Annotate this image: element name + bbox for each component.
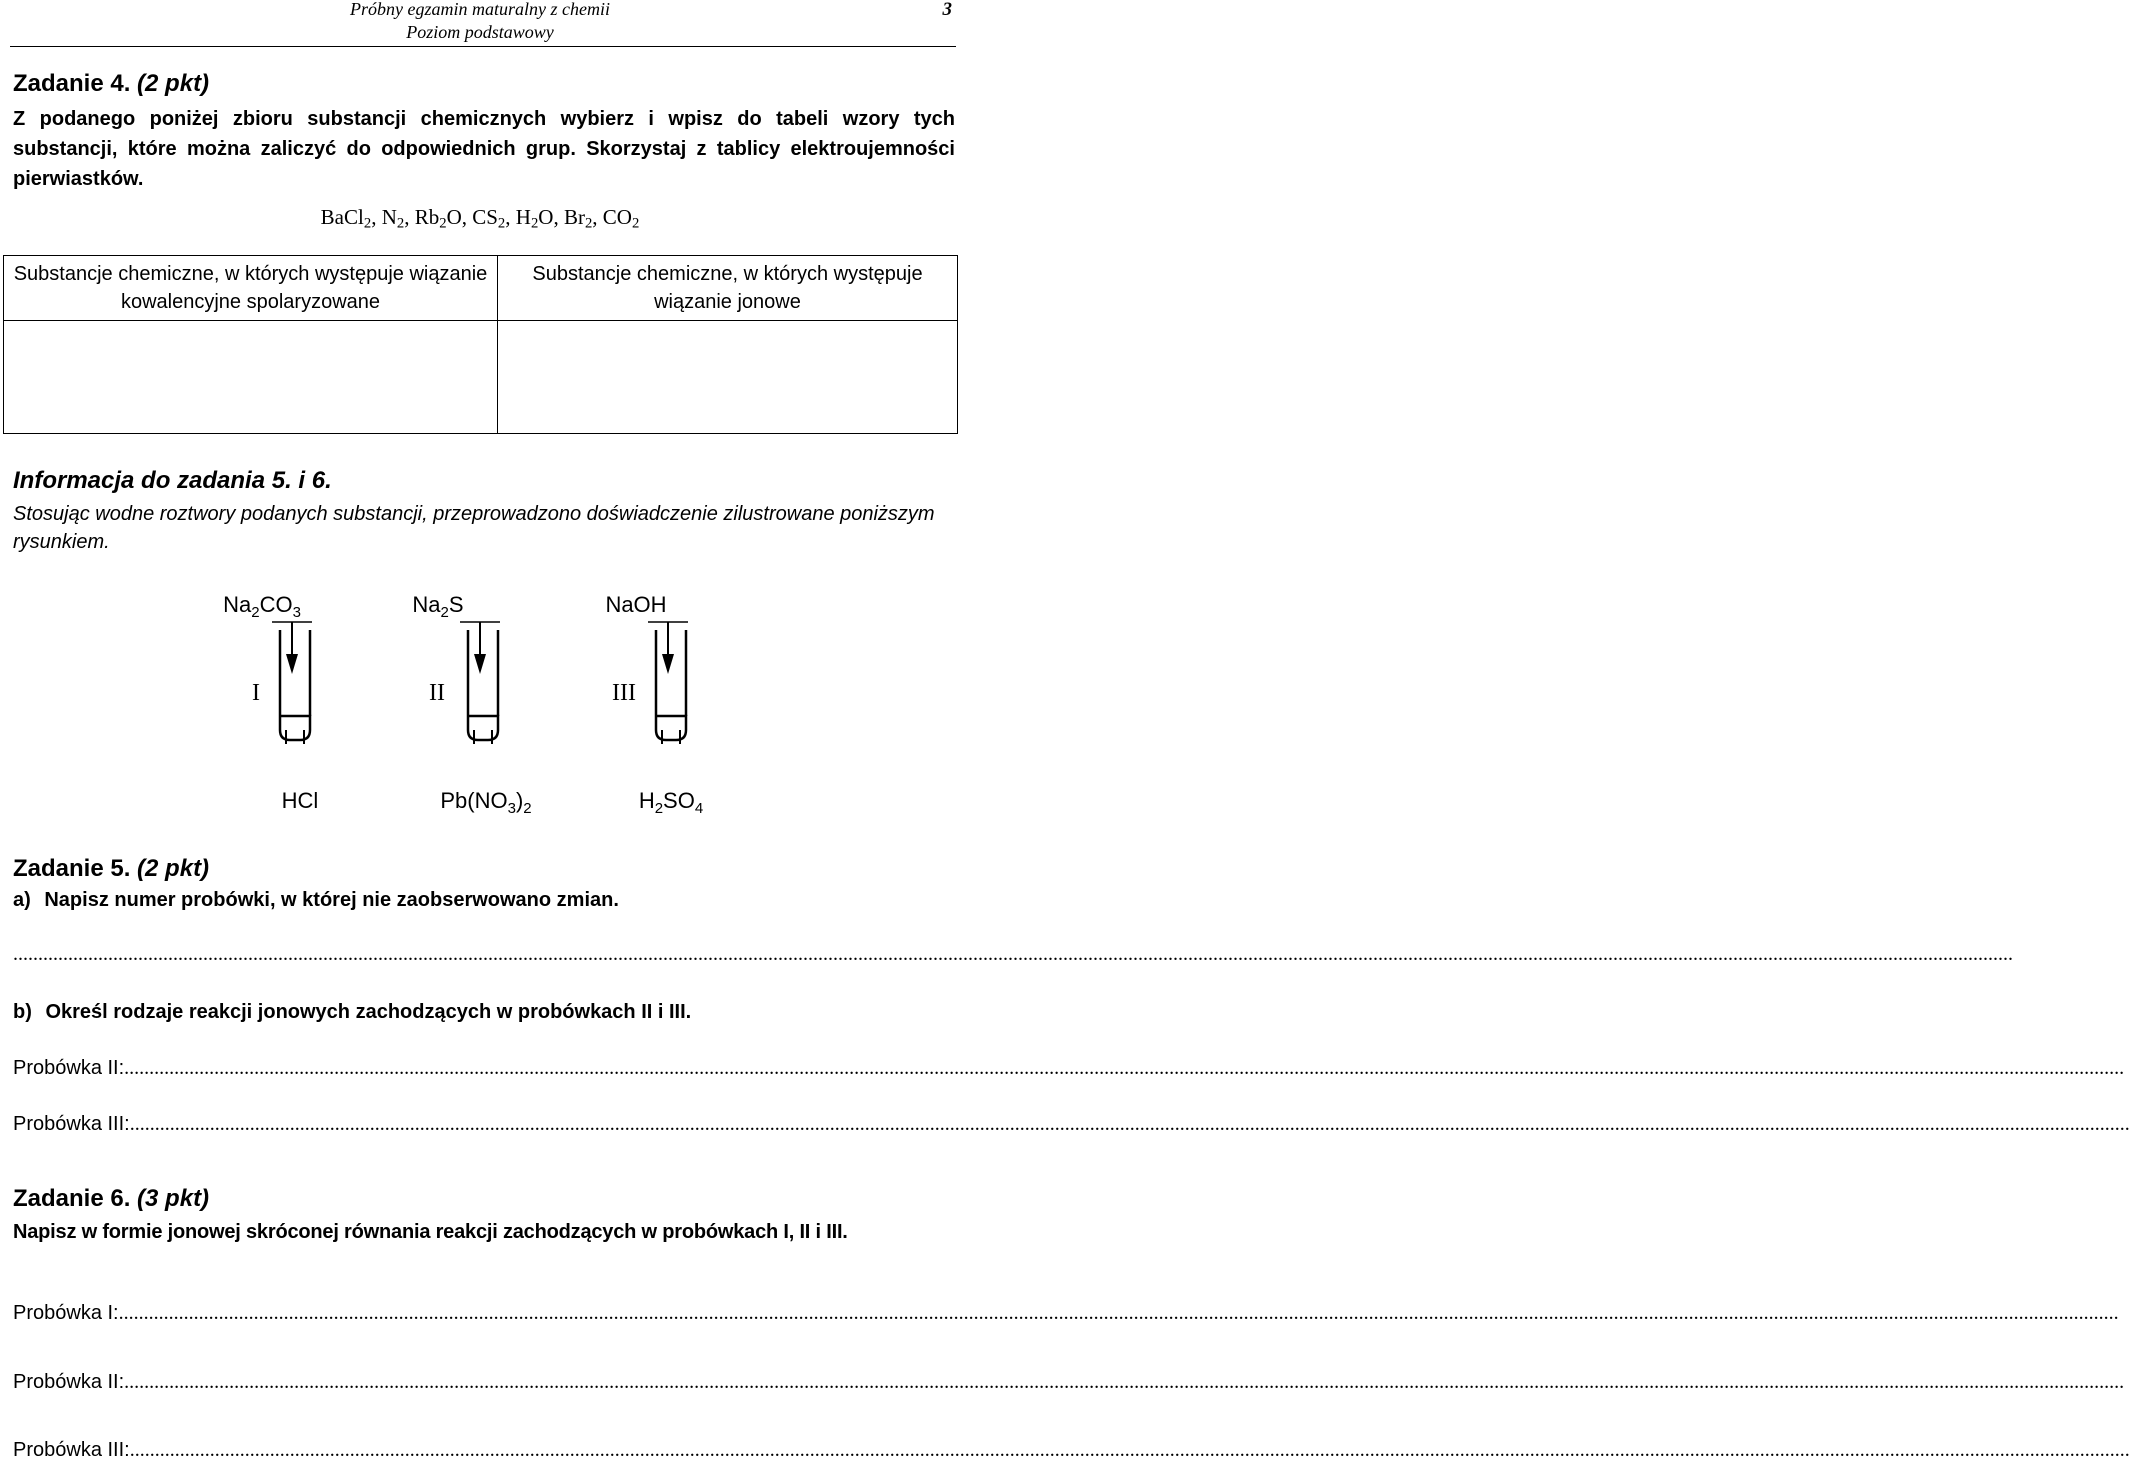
answer-dots: ................................................................................................................................................................................................................................................................................................................................................................................................................: [129, 1113, 2130, 1135]
answer-line-5a[interactable]: [13, 943, 2013, 966]
answer-line-6-tube3[interactable]: [13, 1439, 2130, 1462]
task4-title: Zadanie 4.: [13, 70, 131, 97]
answer-dots: ................................................................................................................................................................................................................................................................................................................................................................................................................: [118, 1302, 2119, 1324]
task4-heading: [13, 70, 209, 98]
substance-formula: $CS_2$: [472, 205, 506, 232]
task5-a-label: a): [13, 889, 31, 911]
substance-formula: $CO_2$: [602, 205, 640, 232]
task5-b-text: Określ rodzaje reakcji jonowych zachodzących w probówkach II i III.: [45, 1001, 692, 1023]
reagent-bottom-label: $Pb(NO_3)_2$: [440, 788, 532, 817]
test-tube-bottom: [468, 716, 498, 740]
reagent-top-label: $Na_2S$: [412, 592, 464, 621]
task5-a: [13, 885, 619, 915]
test-tube-bottom: [280, 716, 310, 740]
task5-b-label: b): [13, 1001, 32, 1023]
classification-table: [3, 255, 958, 434]
header-exam-title: Próbny egzamin maturalny z chemii: [350, 0, 610, 19]
substance-formula: $Br_2$: [563, 205, 593, 232]
task5-title: Zadanie 5.: [13, 855, 131, 882]
answer-label: Probówka III:: [13, 1439, 130, 1461]
header-divider: [10, 46, 956, 47]
page-number: 3: [942, 0, 952, 20]
tube-number: III: [612, 680, 636, 706]
answer-dots: ................................................................................................................................................................................................................................................................................................................................................................................................................: [124, 1371, 2125, 1393]
answer-line-6-tube1[interactable]: [13, 1302, 2119, 1325]
reagent-top-label: $Na_2CO_3$: [223, 592, 301, 621]
task4-instruction: Z podanego poniżej zbioru substancji chemicznych wybierz i wpisz do tabeli wzory tych substancji, które można zaliczyć do odpowiednich grup. Skorzystaj z tablicy elektroujemności pierwiastków.: [13, 108, 955, 190]
substance-formula: BaCl$_2$: [320, 205, 372, 232]
substance-formula: $N_2$: [381, 205, 405, 232]
test-tube-wall: [656, 630, 686, 716]
answer-cell-polar-covalent[interactable]: [4, 321, 498, 434]
table-header-polar-covalent: Substancje chemiczne, w których występuje wiązanie kowalencyjne spolaryzowane: [4, 256, 498, 321]
task5-a-text: Napisz numer probówki, w której nie zaobserwowano zmian.: [44, 889, 619, 911]
answer-label: Probówka I:: [13, 1302, 119, 1324]
answer-line-5b-tube2[interactable]: [13, 1057, 2125, 1080]
drop-arrow-head: [474, 654, 486, 674]
answer-line-6-tube2[interactable]: [13, 1371, 2125, 1394]
info-text: Stosując wodne roztwory podanych substancji, przeprowadzono doświadczenie zilustrowane poniższym rysunkiem.: [13, 503, 935, 553]
header-level: Poziom podstawowy: [406, 22, 554, 42]
task6-heading: [13, 1185, 209, 1213]
substance-formula: $H_2O$: [515, 205, 554, 232]
info-title: Informacja do zadania 5. i 6.: [13, 467, 332, 494]
task6-points: (3 pkt): [137, 1185, 210, 1212]
answer-dots: ................................................................................................................................................................................................................................................................................................................................................................................................................: [13, 943, 2013, 965]
substance-list: BaCl$_2$, $N_2$, $Rb_2O$, $CS_2$, $H_2O$, $Br_2$, $CO_2$: [320, 205, 640, 232]
substance-formula: $Rb_2O$: [414, 205, 462, 232]
tube-number: II: [429, 680, 445, 706]
answer-cell-ionic[interactable]: [498, 321, 958, 434]
task4-points: (2 pkt): [137, 70, 210, 97]
answer-dots: ................................................................................................................................................................................................................................................................................................................................................................................................................: [129, 1439, 2130, 1461]
task6-title: Zadanie 6.: [13, 1185, 131, 1212]
task6-instruction: Napisz w formie jonowej skróconej równania reakcji zachodzących w probówkach I, II i III.: [13, 1221, 848, 1243]
experiment-figure: [0, 580, 960, 840]
answer-label: Probówka III:: [13, 1113, 130, 1135]
answer-label: Probówka II:: [13, 1057, 125, 1079]
answer-dots: ................................................................................................................................................................................................................................................................................................................................................................................................................: [124, 1057, 2125, 1079]
test-tube-bottom: [656, 716, 686, 740]
answer-label: Probówka II:: [13, 1371, 125, 1393]
drop-arrow-head: [662, 654, 674, 674]
reagent-bottom-label: $H_2SO_4$: [638, 788, 704, 817]
answer-line-5b-tube3[interactable]: [13, 1113, 2130, 1136]
reagent-bottom-label: HCl: [281, 788, 319, 813]
task5-points: (2 pkt): [137, 855, 210, 882]
test-tube-wall: [280, 630, 310, 716]
reagent-top-label: NaOH: [605, 592, 667, 617]
task5-heading: [13, 855, 209, 883]
tube-number: I: [252, 680, 260, 706]
drop-arrow-head: [286, 654, 298, 674]
test-tube-wall: [468, 630, 498, 716]
table-header-ionic: Substancje chemiczne, w których występuje wiązanie jonowe: [498, 256, 958, 321]
task5-b: [13, 997, 691, 1027]
